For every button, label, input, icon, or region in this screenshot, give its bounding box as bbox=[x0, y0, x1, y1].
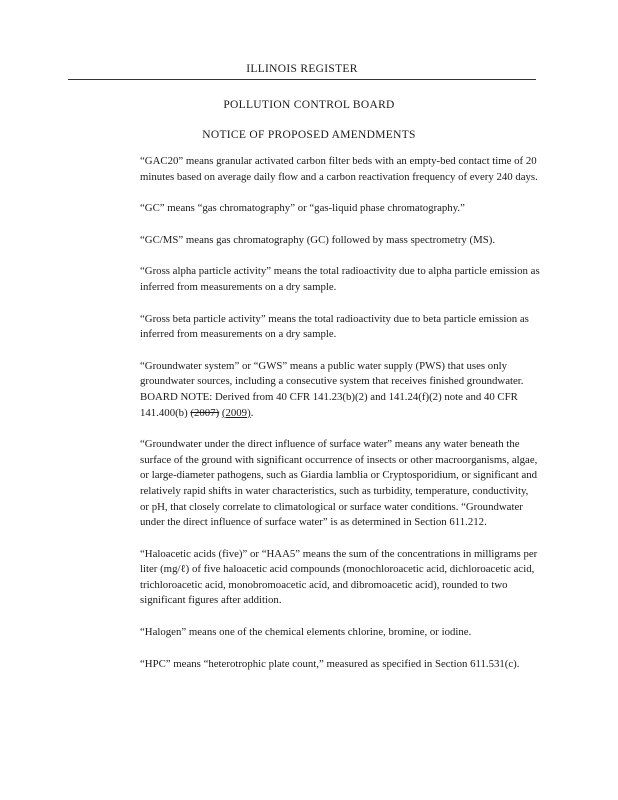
board-title: POLLUTION CONTROL BOARD bbox=[223, 99, 395, 111]
definition-gcms: “GC/MS” means gas chromatography (GC) followed by mass spectrometry (MS). bbox=[140, 233, 496, 246]
definition-gc: “GC” means “gas chromatography” or “gas-liquid phase chromatography.” bbox=[140, 202, 465, 215]
board-note-end: . bbox=[250, 406, 254, 419]
board-note-deleted-year: (2007) bbox=[190, 406, 220, 419]
definition-haa5: “Haloacetic acids (five)” or “HAA5” means the sum of the concentrations in milligrams per liter (mg/ℓ) of five haloacetic acid compounds (monochloroacetic acid, dichloroacetic acid, trichloroacetic acid, monobromoacetic acid, and dibromoacetic acid), rounded to two significant figures after addition. bbox=[140, 547, 538, 607]
register-title: ILLINOIS REGISTER bbox=[246, 63, 358, 75]
definition-gwudi: “Groundwater under the direct influence of surface water” means any water beneath the surface of the ground with significant occurrence of insects or other macroorganisms, algae, or large-diameter pathogens, such as Giardia lamblia or Cryptosporidium, or significant and relatively rapid shifts in water characteristics, such as turbidity, temperature, conductivity, or pH, that closely correlate to climatological or surface water conditions. “Groundwater under the direct influence of surface water” is as determined in Section 611.212. bbox=[140, 438, 538, 529]
document-body bbox=[140, 154, 540, 688]
board-note-added-year: (2009) bbox=[221, 406, 251, 419]
definition-groundwater-system bbox=[140, 359, 540, 421]
register-header bbox=[68, 62, 536, 80]
board-note bbox=[140, 390, 540, 421]
groundwater-system-text: “Groundwater system” or “GWS” means a public water supply (PWS) that uses only groundwater sources, including a consecutive system that receives finished groundwater. bbox=[140, 359, 524, 388]
definition-gross-beta: “Gross beta particle activity” means the total radioactivity due to beta particle emission as inferred from measurements on a dry sample. bbox=[140, 312, 529, 341]
notice-title: NOTICE OF PROPOSED AMENDMENTS bbox=[202, 129, 416, 141]
definition-gac20: “GAC20” means granular activated carbon filter beds with an empty-bed contact time of 20 minutes based on average daily flow and a carbon reactivation frequency of every 240 days. bbox=[140, 155, 538, 183]
definition-hpc: “HPC” means “heterotrophic plate count,” measured as specified in Section 611.531(c). bbox=[140, 657, 520, 670]
definition-halogen: “Halogen” means one of the chemical elements chlorine, bromine, or iodine. bbox=[140, 626, 472, 639]
definition-gross-alpha: “Gross alpha particle activity” means the total radioactivity due to alpha particle emission as inferred from measurements on a dry sample. bbox=[140, 265, 540, 293]
header-rule bbox=[68, 79, 536, 80]
board-note-text: BOARD NOTE: Derived from 40 CFR 141.23(b)(2) and 141.24(f)(2) note and 40 CFR 141.400(b) bbox=[140, 390, 518, 419]
